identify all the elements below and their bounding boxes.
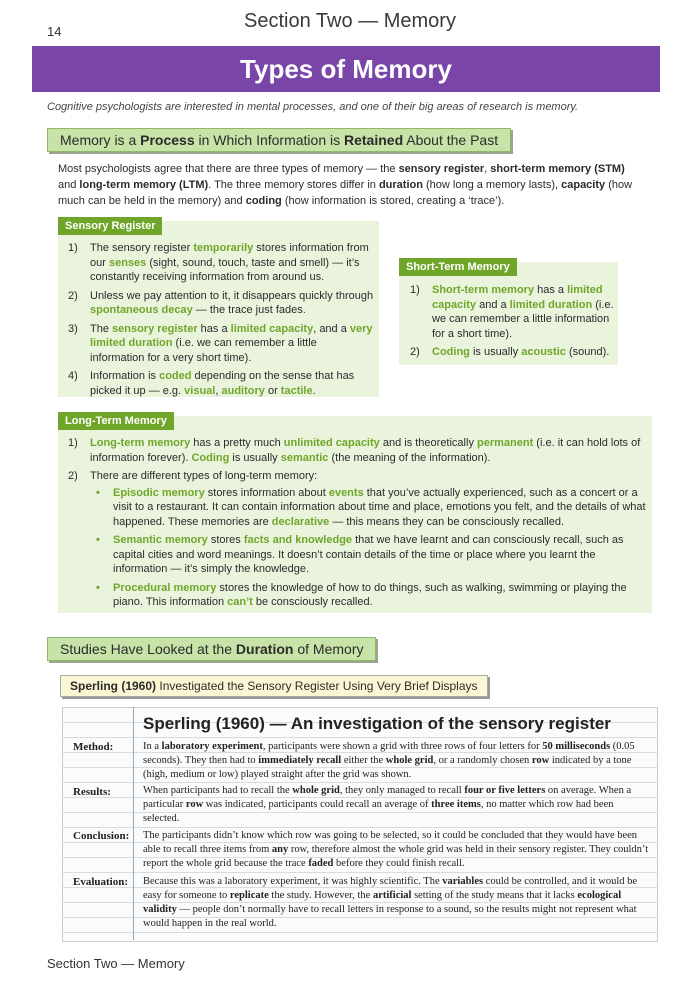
- sensory-item: [68, 241, 374, 285]
- bold-term: whole grid: [292, 785, 340, 796]
- key-term: visual: [184, 384, 216, 397]
- text-run: (sound).: [565, 346, 610, 358]
- key-term: Short-term memory: [432, 284, 535, 296]
- key-term: very limited duration: [90, 322, 373, 349]
- bold-term: capacity: [561, 179, 606, 191]
- text-run: .: [312, 384, 316, 397]
- bold-term: variables: [442, 876, 484, 887]
- sensory-item: [68, 369, 374, 398]
- key-term: can’t: [227, 596, 253, 608]
- item-text: [90, 323, 373, 364]
- text-run: and: [58, 179, 80, 191]
- item-number: 4): [68, 370, 78, 382]
- heading-bold: Duration: [235, 641, 294, 657]
- short-term-memory-tag: Short-Term Memory: [399, 258, 517, 276]
- text-run: (the meaning of the information).: [328, 451, 491, 464]
- text-run: ,: [484, 163, 491, 175]
- text-run: was indicated, participants could recall an average of: [203, 799, 432, 810]
- text-run: The: [90, 322, 113, 335]
- bold-term: duration: [378, 179, 423, 191]
- heading-part: of Memory: [293, 641, 364, 657]
- study-heading-bold: Sperling (1960): [70, 679, 157, 693]
- study-title: Sperling (1960) — An investigation of the sensory register: [143, 714, 611, 733]
- text-run: The participants didn’t know which row was going to be selected, so it could be concluded that they would have been able to recall three items from: [143, 830, 638, 855]
- heading-part: Memory is a: [60, 132, 141, 148]
- key-term: Coding: [191, 451, 230, 464]
- item-text: [90, 242, 369, 283]
- bold-term: faded: [308, 858, 334, 869]
- text-run: or: [264, 384, 281, 397]
- text-run: on average. When a particular: [143, 785, 632, 810]
- item-text: [90, 290, 373, 317]
- key-term: spontaneous decay: [90, 304, 193, 316]
- heading-part: Studies Have Looked at the: [60, 641, 236, 657]
- text-run: is usually: [229, 451, 281, 464]
- key-term: Episodic memory: [113, 486, 205, 499]
- text-run: , participants were shown a grid with three rows of four letters for: [262, 741, 543, 752]
- item-text: [90, 370, 354, 397]
- heading-bold: Process: [140, 132, 195, 148]
- text-run: depending on the sense that has picked it up — e.g.: [90, 370, 355, 397]
- item-text: [432, 284, 614, 340]
- bold-term: any: [271, 844, 289, 855]
- study-label-evaluation: Evaluation:: [73, 876, 129, 888]
- bold-term: replicate: [229, 890, 269, 901]
- bold-term: row: [185, 799, 204, 810]
- study-heading-text: Investigated the Sensory Register Using Very Brief Displays: [156, 679, 478, 693]
- long-term-memory-bullets: [90, 486, 648, 610]
- text-run: , no matter which row had been selected.: [143, 799, 614, 824]
- long-term-memory-list: [68, 436, 648, 614]
- study-label-method: Method:: [73, 741, 114, 753]
- study-label-results: Results:: [73, 786, 111, 798]
- long-term-memory-tag: Long-Term Memory: [58, 412, 174, 430]
- study-text-method: [143, 740, 651, 782]
- key-term: unlimited capacity: [283, 437, 380, 449]
- text-run: be consciously recalled.: [252, 596, 373, 608]
- page-title: Types of Memory: [240, 53, 452, 84]
- key-term: semantic: [280, 451, 329, 464]
- stm-item: [410, 345, 614, 360]
- short-term-memory-list: [410, 283, 614, 364]
- bold-term: whole grid: [385, 755, 434, 766]
- study-label-conclusion: Conclusion:: [73, 830, 130, 842]
- bold-term: row: [531, 755, 550, 766]
- text-run: setting of the study means that it lacks: [411, 890, 578, 901]
- text-run: , and a: [313, 322, 350, 335]
- study-heading: [60, 675, 488, 697]
- heading-memory-process: [47, 128, 511, 152]
- text-run: before they could finish recall.: [333, 858, 465, 869]
- text-run: (i.e. it can hold lots of information forever).: [90, 437, 641, 464]
- text-run: When participants had to recall the: [143, 785, 293, 796]
- text-run: has a: [197, 322, 231, 335]
- list-item-text: There are different types of long-term memory:: [90, 470, 318, 482]
- key-term: events: [328, 486, 364, 499]
- section-header: Section Two — Memory: [244, 10, 456, 32]
- bold-term: sensory register: [398, 163, 485, 175]
- key-term: Coding: [432, 346, 470, 358]
- short-term-memory-box: [399, 262, 618, 365]
- text-run: . The three memory stores differ in: [208, 179, 379, 191]
- text-run: Because this was a laboratory experiment, it was highly scientific. The: [143, 876, 443, 887]
- bold-term: ecological validity: [143, 890, 622, 915]
- text-run: that we have learnt and can consciously recall, such as capital cities and word meanings. It doesn’t contain details of the time or place where you learnt the information — it’s simply the knowledge.: [113, 534, 624, 575]
- text-run: — this means they can be consciously recalled.: [329, 515, 565, 528]
- key-term: acoustic: [521, 346, 566, 358]
- text-run: (0.05 seconds). They then had to: [143, 741, 635, 766]
- item-number: 2): [68, 289, 78, 302]
- text-run: — the trace just fades.: [192, 304, 306, 316]
- bold-term: immediately recall: [258, 755, 342, 766]
- text-run: row, therefore almost the whole grid was held in their sensory register. They couldn’t report the whole grid because the trace: [143, 844, 649, 869]
- study-text-evaluation: [143, 875, 651, 931]
- page-footer: Section Two — Memory: [47, 956, 185, 971]
- text-run: either the: [341, 755, 386, 766]
- key-term: limited capacity: [230, 322, 314, 335]
- text-run: (how information is stored, creating a ‘trace’).: [281, 195, 505, 207]
- item-number: 2): [410, 346, 420, 358]
- text-run: Information is: [90, 370, 160, 382]
- text-run: could be controlled, and it would be easy for someone to: [143, 876, 638, 901]
- sensory-register-list: [68, 241, 374, 402]
- list-item-text: [90, 437, 640, 464]
- text-run: has a: [534, 284, 568, 296]
- key-term: limited capacity: [432, 284, 603, 311]
- heading-bold: Retained: [344, 132, 404, 148]
- key-term: limited duration: [509, 298, 593, 311]
- ltm-bullet: [90, 486, 648, 530]
- heading-duration: [47, 637, 376, 661]
- text-run: , they only managed to recall: [339, 785, 465, 796]
- text-run: stores the knowledge of how to do things, such as walking, swimming or playing the piano. This information: [113, 581, 627, 608]
- item-number: 1): [410, 284, 420, 296]
- key-term: senses: [108, 256, 147, 269]
- list-item: 1) Long-term memory has a pretty much unlimited capacity and is theoretically permanent (i.e. it can hold lots of information forever). Coding is usually semantic (the meaning of the information).: [68, 437, 641, 464]
- text-run: stores information from our: [90, 242, 369, 269]
- text-run: The sensory register: [90, 242, 194, 254]
- bold-term: long-term memory (LTM): [79, 179, 209, 191]
- study-text-conclusion: [143, 829, 651, 871]
- ltm-bullet: [90, 581, 648, 610]
- key-term: Long-term memory: [90, 437, 191, 449]
- intro-paragraph: [58, 161, 638, 209]
- heading-part: About the Past: [403, 132, 499, 148]
- bold-term: three items: [431, 799, 481, 810]
- item-text: [432, 346, 609, 358]
- bold-term: coding: [245, 195, 282, 207]
- text-run: stores information about: [204, 486, 329, 499]
- text-run: is usually: [469, 346, 522, 358]
- text-run: and a: [476, 298, 510, 311]
- bold-term: four or five letters: [464, 785, 546, 796]
- key-term: facts and knowledge: [243, 534, 353, 546]
- text-run: indicated by a tone (high, medium or low) played straight after the grid was shown.: [143, 755, 632, 780]
- bold-term: 50 milliseconds: [542, 741, 611, 752]
- text-run: and is theoretically: [379, 437, 477, 449]
- key-term: temporarily: [193, 242, 254, 254]
- key-term: declarative: [271, 515, 330, 528]
- text-run: — people don’t normally have to recall letters in response to a sound, so the results might not represent what would happen in the real world.: [143, 904, 637, 929]
- bold-term: laboratory experiment: [161, 741, 263, 752]
- text-run: ,: [215, 384, 222, 397]
- list-item: 2) There are different types of long-term memory: • Episodic memory stores information about events that you’ve actually experienced, such as a concert or a visit to a restaurant. It can contain information about time and place, emotions you felt, and the details of what happened. These memories are declarative — this means they can be consciously recalled. • Semantic memory stores facts and knowledge that we have learnt and can consciously recall, such as capital cities and word meanings. It doesn’t contain details of the time or place where you learnt the information — it’s simply the knowledge. • Procedural memory stores the knowledge of how to do things, such as walking, swimming or playing the piano. This information can’t be consciously recalled.: [68, 469, 648, 610]
- key-term: Procedural memory: [113, 581, 217, 594]
- text-run: (how much can be held in the memory) and: [58, 179, 633, 207]
- bold-term: short-term memory (STM): [490, 163, 625, 175]
- heading-part: in Which Information is: [194, 132, 344, 148]
- item-number: 1): [68, 242, 78, 254]
- text-run: (sight, sound, touch, taste and smell) — it’s constantly receiving information from around us.: [90, 256, 360, 283]
- text-run: , or a randomly chosen: [433, 755, 532, 766]
- text-run: has a pretty much: [190, 437, 284, 449]
- long-term-memory-box: [58, 416, 652, 613]
- text-run: Unless we pay attention to it, it disappears quickly through: [90, 289, 374, 302]
- key-term: coded: [159, 370, 192, 382]
- item-number: 3): [68, 322, 78, 335]
- key-term: Semantic memory: [113, 534, 208, 546]
- text-run: (i.e. we can remember a little information for a very short time).: [90, 337, 317, 364]
- text-run: In a: [143, 741, 162, 752]
- sensory-register-tag: Sensory Register: [58, 217, 162, 235]
- text-run: that you’ve actually experienced, such as a concert or a visit to a restaurant. It can contain information about time and place, emotions you felt, and the details of what happened. These memories are: [113, 486, 646, 528]
- text-run: the study. However, the: [268, 890, 373, 901]
- sensory-register-box: [58, 221, 379, 397]
- ltm-bullet: [90, 533, 648, 577]
- key-term: tactile: [280, 384, 313, 397]
- notepad-margin-line: [133, 707, 134, 940]
- bold-term: artificial: [372, 890, 412, 901]
- text-run: stores: [207, 534, 244, 546]
- text-run: Most psychologists agree that there are three types of memory — the: [58, 163, 399, 175]
- text-run: (i.e. we can remember a little information for a short time).: [432, 298, 614, 340]
- key-term: sensory register: [112, 322, 198, 335]
- study-text-results: [143, 784, 651, 826]
- intro-text: Cognitive psychologists are interested in mental processes, and one of their big areas of research is memory.: [47, 101, 579, 113]
- text-run: (how long a memory lasts),: [422, 179, 562, 191]
- title-bar: [32, 46, 660, 92]
- sensory-item: [68, 322, 374, 366]
- key-term: permanent: [477, 437, 534, 449]
- stm-item: [410, 283, 614, 341]
- key-term: auditory: [221, 384, 265, 397]
- page-number: 14: [47, 24, 62, 39]
- sensory-item: [68, 289, 374, 318]
